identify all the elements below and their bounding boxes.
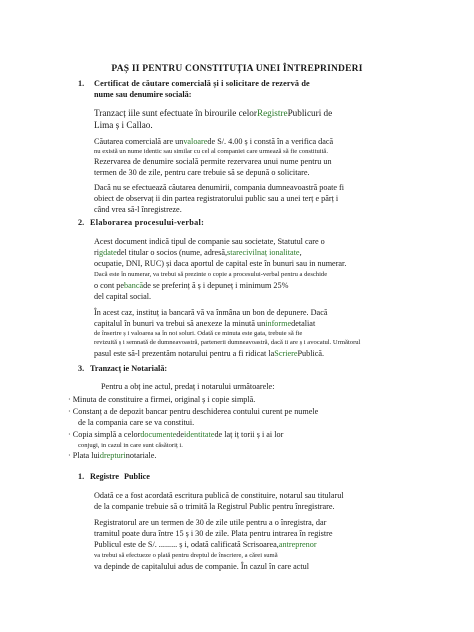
section-1-paragraph-2-line-1: Căutarea comercială are unvaloarede S/. 4.00 ș i constă în a verifica dacă (94, 137, 334, 146)
section-4-paragraph-2-line-4: va trebui să efectueze o plată pentru dreptul de înscriere, a cărei sumă (94, 552, 278, 559)
section-4-paragraph-2-line-5: va depinde de capitalului adus de companie. În cazul în care actul (94, 562, 310, 571)
section-2-paragraph-3-line-2: capitalul în bunuri va trebui să anexeze la minută uninformedetaliat (94, 319, 316, 328)
section-4-heading: Registre Publice (90, 472, 150, 481)
section-1-number: 1. (78, 79, 85, 88)
section-1-paragraph-3-line-1: Dacă nu se efectuează căutarea denumirii, compania dumneavoastră poate fi (94, 183, 345, 192)
link-gdate[interactable]: gdate (99, 248, 117, 257)
section-4-paragraph-2-line-1: Registratorul are un termen de 30 de zile utile pentru a o înregistra, dar (94, 518, 327, 527)
link-registre[interactable]: Registre (256, 108, 288, 118)
section-4-paragraph-1-line-2: de la companie trebuie să o trimită la Registrul Public pentru înregistrare. (94, 502, 335, 511)
section-2-paragraph-1-line-2: rigdatedel titular o socios (nume, adresă,starecivilnaț ionalitate, (94, 248, 302, 257)
section-2-paragraph-1-line-3: ocupatie, DNI, RUC) și daca aportul de capital este în bunuri sau in numerar. (94, 259, 347, 268)
section-2-paragraph-3-line-3: de înserire ș i valoarea sa în noi soluri. Odată ce minuta este gata, trebuie să fie (94, 330, 303, 337)
link-antreprenor[interactable]: antreprenor (278, 540, 317, 549)
section-1-paragraph-3-line-3: când vrea să-l înregistreze. (94, 205, 182, 214)
link-valoare[interactable]: valoare (183, 137, 208, 146)
section-4-paragraph-1-line-1: Odată ce a fost acordată escritura publică de constituire, notarul sau titularul (94, 491, 344, 500)
section-2-paragraph-2-line-2: o cont pebancăde se preferinț ă ș i depuneț i minimum 25% (94, 281, 289, 290)
section-3-bullet-4: · Plata luidrepturinotariale. (68, 451, 157, 460)
section-4-paragraph-2-line-3: Publicul este de S/. ......... ș i, odată calificată Scrisoarea,antreprenor (94, 540, 317, 549)
section-1-paragraph-1-line-1: Tranzacț iile sunt efectuate în birourile celorRegistrePublicuri de (94, 108, 333, 118)
section-2-paragraph-1-line-1: Acest document indică tipul de companie sau societate, Statutul care o (94, 237, 325, 246)
section-3-intro: Pentru a obț ine actul, predaț i notarului următoarele: (101, 382, 275, 391)
section-3-bullet-2-line-1: · Constanț a de depozit bancar pentru deschiderea contului curent pe numele (68, 407, 319, 416)
section-1-paragraph-3-line-2: obiect de observaț ii din partea registratorului public sau a unei terț e părț i (94, 194, 339, 203)
link-identitate[interactable]: identitate (183, 430, 215, 439)
link-informe[interactable]: informe (265, 319, 292, 328)
section-2-paragraph-2-line-3: del capital social. (94, 292, 152, 301)
link-banca[interactable]: bancă (124, 281, 144, 290)
section-1-heading-line-2: nume sau denumire socială: (94, 90, 192, 99)
section-3-number: 3. (78, 364, 85, 373)
section-3-bullet-1: · Minuta de constituire a firmei, original ș i copie simplă. (68, 395, 256, 404)
section-2-paragraph-2-line-1: Dacă este în numerar, va trebui să prezinte o copie a procesului-verbal pentru a deschide (94, 271, 328, 278)
section-4-number: 1. (78, 472, 85, 481)
section-3-bullet-2-line-2: de la compania care se va constitui. (78, 418, 195, 427)
link-drepturi[interactable]: drepturi (99, 451, 126, 460)
section-1-paragraph-2-line-2: nu există un nume identic sau similar cu cel al companiei care urmează să fie constituită. (94, 148, 328, 155)
link-documente[interactable]: documente (140, 430, 177, 439)
section-2-number: 2. (78, 218, 85, 227)
section-3-bullet-3-line-2: conjugi, in cazul in care sunt căsătoriț i. (78, 442, 183, 449)
section-4-paragraph-2-line-2: tramitul poate dura între 15 ș i 30 de zile. Plata pentru intrarea în registre (94, 529, 333, 538)
section-2-paragraph-3-line-5: pasul este să-l prezentăm notarului pentru a fi ridicat laScrierePublică. (94, 349, 325, 358)
section-1-paragraph-2-line-4: termen de 30 de zile, pentru care trebuie să se depună o solicitare. (94, 168, 310, 177)
section-1-heading-line-1: Certificat de căutare comercială și i solicitare de rezervă de (94, 79, 310, 88)
section-2-paragraph-3-line-4: revizuită ș i semnată de dumneavoastră, partenerii dumneavoastră, dacă ii are ș i avocatul. Următorul (94, 339, 361, 346)
link-scriere[interactable]: Scriere (274, 349, 298, 358)
section-3-heading: Tranzacț ie Notarială: (90, 364, 168, 373)
link-stare-civil-nationalitate[interactable]: starecivilnaț ionalitate (227, 248, 300, 257)
section-1-paragraph-1-line-2: Lima ș i Callao. (94, 120, 153, 130)
section-2-heading: Elaborarea procesului-verbal: (90, 218, 205, 227)
section-3-bullet-3-line-1: · Copia simplă a celordocumentedeidentitatede laț iț torii ș i ai lor (68, 430, 284, 439)
document-title: PAȘ II PENTRU CONSTITUȚIA UNEI ÎNTREPRINDERI (111, 64, 363, 74)
section-1-paragraph-2-line-3: Rezervarea de denumire socială permite rezervarea unui nume pentru un (94, 157, 332, 166)
section-2-paragraph-3-line-1: În acest caz, instituț ia bancară vă va înmâna un bon de depunere. Dacă (94, 308, 328, 317)
